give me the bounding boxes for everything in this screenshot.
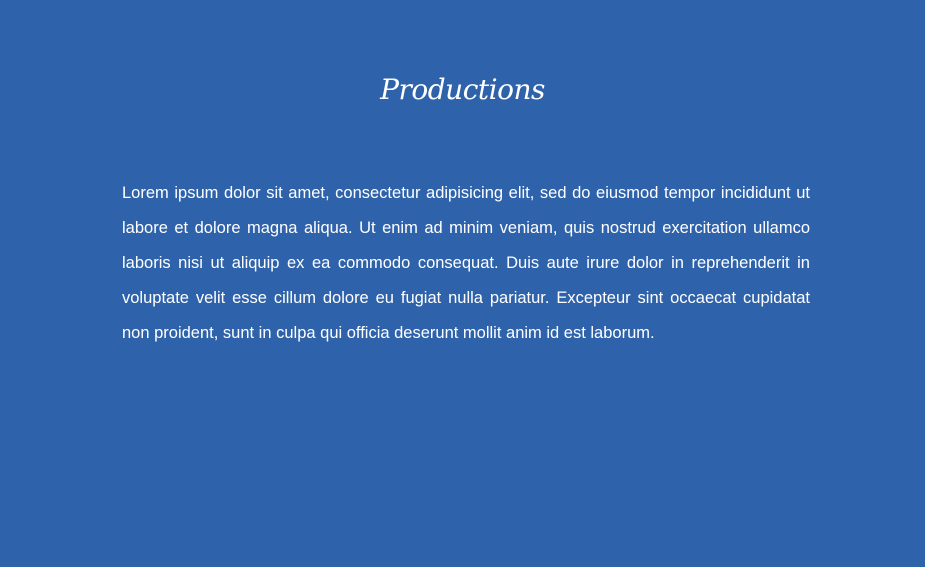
section-title: Productions <box>380 73 545 106</box>
section-body-text: Lorem ipsum dolor sit amet, consectetur adipisicing elit, sed do eiusmod tempor incididunt ut labore et dolore magna aliqua. Ut enim ad minim veniam, quis nostrud exercitation ullamco laboris nisi ut aliquip ex ea commodo consequat. Duis aute irure dolor in reprehenderit in voluptate velit esse cillum dolore eu fugiat nulla pariatur. Excepteur sint occaecat cupidatat non proident, sunt in culpa qui officia deserunt mollit anim id est laborum. <box>122 184 810 342</box>
